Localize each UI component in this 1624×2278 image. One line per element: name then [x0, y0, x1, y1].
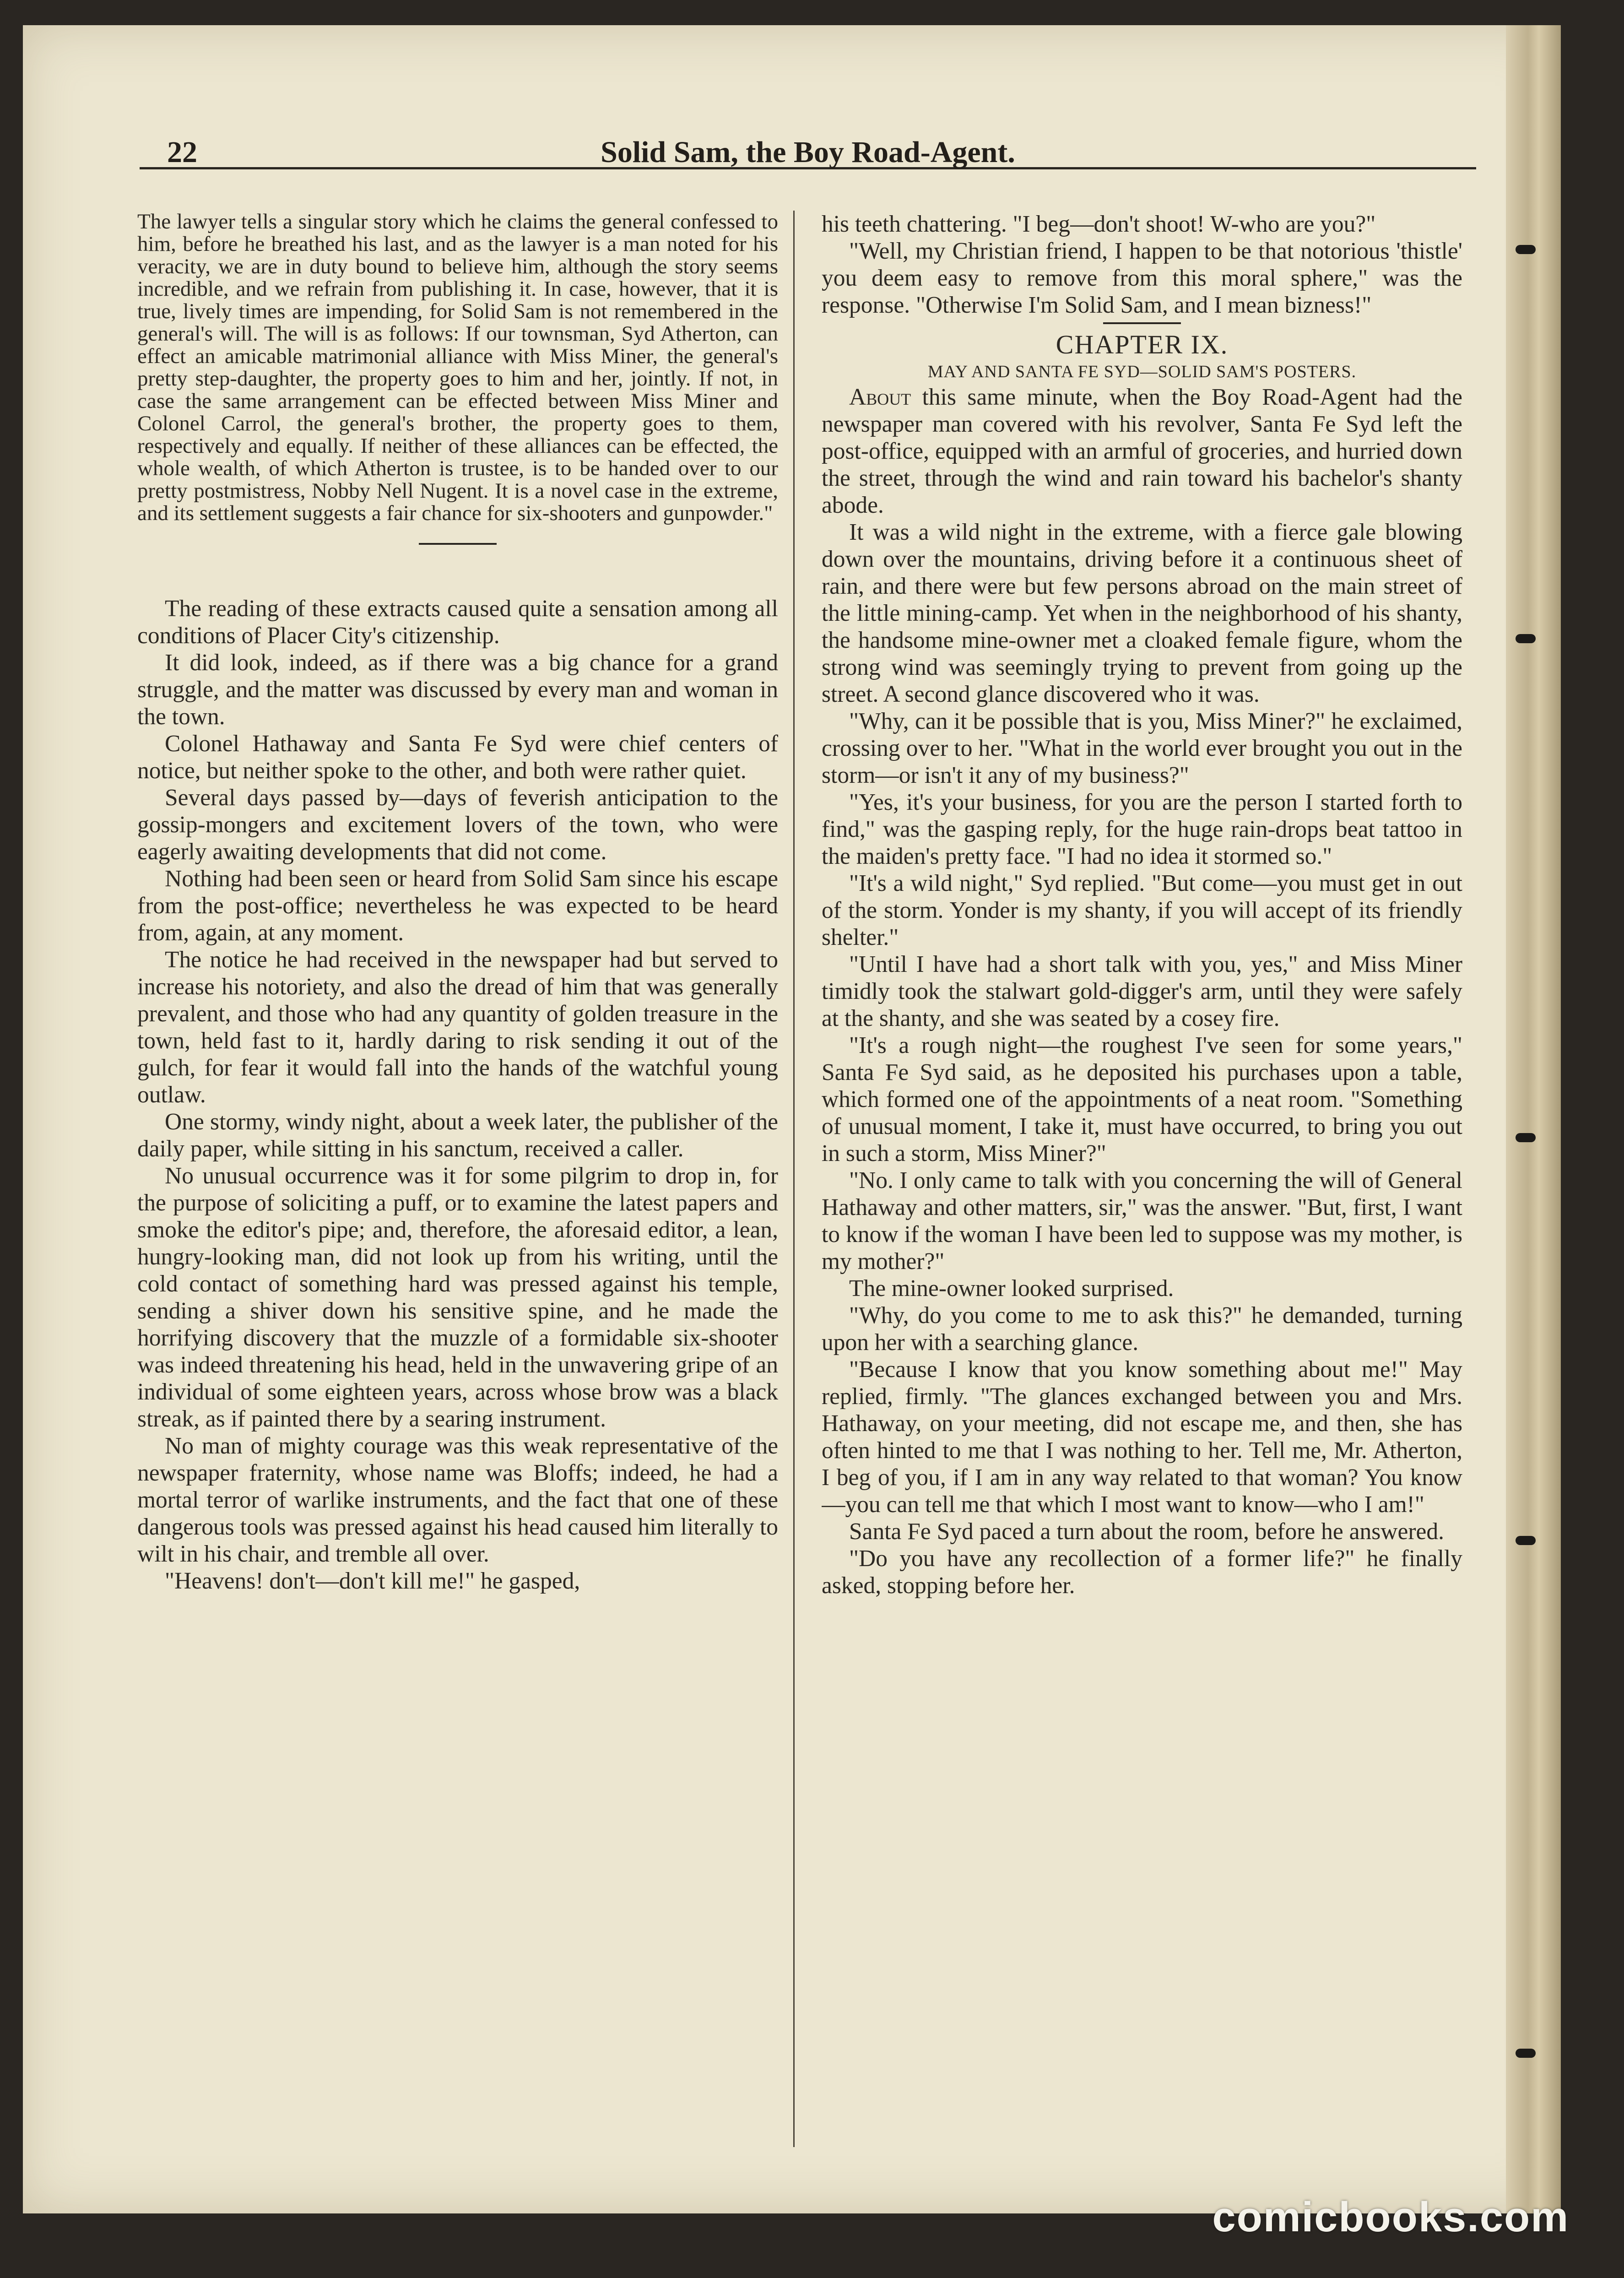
book-page [23, 25, 1561, 2213]
paragraph: "Heavens! don't—don't kill me!" he gasped, [165, 1568, 580, 1594]
opening-text: this same minute, when the Boy Road-Agent had the newspaper man covered with his revolver, Santa Fe Syd left the post-office, equipped with an armful of groceries, and hurried down the street, through the wind and rain toward his bachelor's shanty abode. [822, 384, 1462, 518]
chapter-divider [1103, 322, 1181, 324]
running-title: Solid Sam, the Boy Road-Agent. [601, 136, 1015, 169]
paragraph: Santa Fe Syd paced a turn about the room, before he answered. [849, 1519, 1444, 1545]
paragraph: The mine-owner looked surprised. [849, 1275, 1174, 1302]
paragraph: Several days passed by—days of feverish anticipation to the gossip-mongers and excitement lovers of the town, who were eagerly awaiting developments that did not come. [137, 785, 778, 865]
newspaper-extract: The lawyer tells a singular story which he claims the general confessed to him, before he breathed his last, and as the lawyer is a man noted for his veracity, we are in duty bound to believe him, although the story seems incredible, and we refrain from publishing it. In case, however, that it is true, lively times are impending, for Solid Sam is not remembered in the general's will. The will is as follows: If our townsman, Syd Atherton, can effect an amicable matrimonial alliance with Miss Miner, the general's pretty step-daughter, the property goes to him and her, jointly. If not, in case the same arrangement can be effected between Miss Miner and Colonel Carrol, the general's brother, the property goes to them, respectively and equally. If neither of these alliances can be effected, the whole wealth, of which Atherton is trustee, is to be handed over to our pretty postmistress, Nobby Nell Nugent. It is a novel case in the extreme, and its settlement suggests a fair chance for six-shooters and gunpowder." [137, 211, 778, 525]
paragraph: "It's a wild night," Syd replied. "But come—you must get in out of the storm. Yonder is my shanty, if you will accept of its friendly shelter." [822, 870, 1462, 950]
paragraph: "Because I know that you know something about me!" May replied, firmly. "The glances exchanged between you and Mrs. Hathaway, on your meeting, did not escape me, and then, she has often hinted to me that I was nothing to her. Tell me, Mr. Atherton, I beg of you, if I am in any way related to that woman? You know—you can tell me that which I most want to know—who I am!" [822, 1356, 1462, 1518]
binding-spine [1506, 25, 1561, 2213]
paragraph: "Why, can it be possible that is you, Miss Miner?" he exclaimed, crossing over to her. "What in the world ever brought you out in the storm—or isn't it any of my business?" [822, 708, 1462, 788]
binding-stitch [1516, 2049, 1536, 2058]
paragraph: One stormy, windy night, about a week later, the publisher of the daily paper, while sitting in his sanctum, received a caller. [137, 1109, 778, 1162]
opening-word: About [849, 384, 911, 410]
chapter-opening-paragraph [822, 384, 1462, 519]
page-number: 22 [167, 136, 197, 169]
paragraph: No man of mighty courage was this weak representative of the newspaper fraternity, whose name was Bloffs; indeed, he had a mortal terror of warlike instruments, and the fact that one of these dangerous tools was pressed against his head caused him literally to wilt in his chair, and tremble all over. [137, 1433, 778, 1567]
paragraph: It was a wild night in the extreme, with a fierce gale blowing down over the mountains, driving before it a continuous sheet of rain, and there were but few persons abroad on the main street of the little mining-camp. Yet when in the neighborhood of his shanty, the handsome mine-owner met a cloaked female figure, whom the strong wind was seemingly trying to prevent from going up the street. A second glance discovered who it was. [822, 519, 1462, 707]
paragraph: No unusual occurrence was it for some pilgrim to drop in, for the purpose of soliciting a puff, or to examine the latest papers and smoke the editor's pipe; and, therefore, the aforesaid editor, a lean, hungry-looking man, did not look up from his writing, until the cold contact of something hard was pressed against his temple, sending a shiver down his sensitive spine, and he made the horrifying discovery that the muzzle of a formidable six-shooter was indeed threatening his head, held in the unwavering gripe of an individual of some eighteen years, across whose brow was a black streak, as if painted there by a searing instrument. [137, 1163, 778, 1432]
right-column [822, 211, 1462, 2147]
paragraph: Colonel Hathaway and Santa Fe Syd were chief centers of notice, but neither spoke to the other, and both were rather quiet. [137, 731, 778, 784]
binding-stitch [1516, 1536, 1536, 1545]
paragraph: "Well, my Christian friend, I happen to be that notorious 'thistle' you deem easy to remove from this moral sphere," was the response. "Otherwise I'm Solid Sam, and I mean bizness!" [822, 238, 1462, 318]
paragraph: "Yes, it's your business, for you are the person I started forth to find," was the gasping reply, for the huge rain-drops beat tattoo in the maiden's pretty face. "I had no idea it stormed so." [822, 789, 1462, 869]
paragraph: "Until I have had a short talk with you, yes," and Miss Miner timidly took the stalwart gold-digger's arm, until they were safely at the shanty, and she was seated by a cosey fire. [822, 951, 1462, 1031]
paragraph: "It's a rough night—the roughest I've seen for some years," Santa Fe Syd said, as he deposited his purchases upon a table, which formed one of the appointments of a neat room. "Something of unusual moment, I take it, must have occurred, to bring you out in such a storm, Miss Miner?" [822, 1032, 1462, 1166]
paragraph: The notice he had received in the newspaper had but served to increase his notoriety, and also the dread of him that was generally prevalent, and those who had any quantity of golden treasure in the town, held fast to it, hardly daring to risk sending it out of the gulch, for fear it would fall into the hands of the watchful young outlaw. [137, 947, 778, 1108]
column-rule [793, 211, 795, 2147]
binding-stitch [1516, 1133, 1536, 1142]
binding-stitch [1516, 245, 1536, 254]
paragraph: It did look, indeed, as if there was a big chance for a grand struggle, and the matter was discussed by every man and woman in the town. [137, 650, 778, 730]
paragraph: "Why, do you come to me to ask this?" he demanded, turning upon her with a searching glance. [822, 1302, 1462, 1356]
paragraph: "Do you have any recollection of a former life?" he finally asked, stopping before her. [822, 1546, 1462, 1599]
watermark: comicbooks.com [1212, 2194, 1569, 2240]
section-divider [419, 543, 497, 545]
paragraph: his teeth chattering. "I beg—don't shoot! W-who are you?" [822, 211, 1376, 237]
paragraph: Nothing had been seen or heard from Solid Sam since his escape from the post-office; nevertheless he was expected to be heard from, again, at any moment. [137, 866, 778, 946]
chapter-subtitle: MAY AND SANTA FE SYD—SOLID SAM'S POSTERS. [927, 362, 1357, 381]
page-header [140, 112, 1476, 169]
paragraph: "No. I only came to talk with you concerning the will of General Hathaway and other matters, sir," was the answer. "But, first, I want to know if the woman I have been led to suppose was my mother, is my mother?" [822, 1167, 1462, 1275]
binding-stitch [1516, 634, 1536, 643]
paragraph: The reading of these extracts caused quite a sensation among all conditions of Placer City's citizenship. [137, 596, 778, 649]
chapter-title: CHAPTER IX. [1056, 330, 1229, 359]
left-column [137, 211, 778, 2147]
